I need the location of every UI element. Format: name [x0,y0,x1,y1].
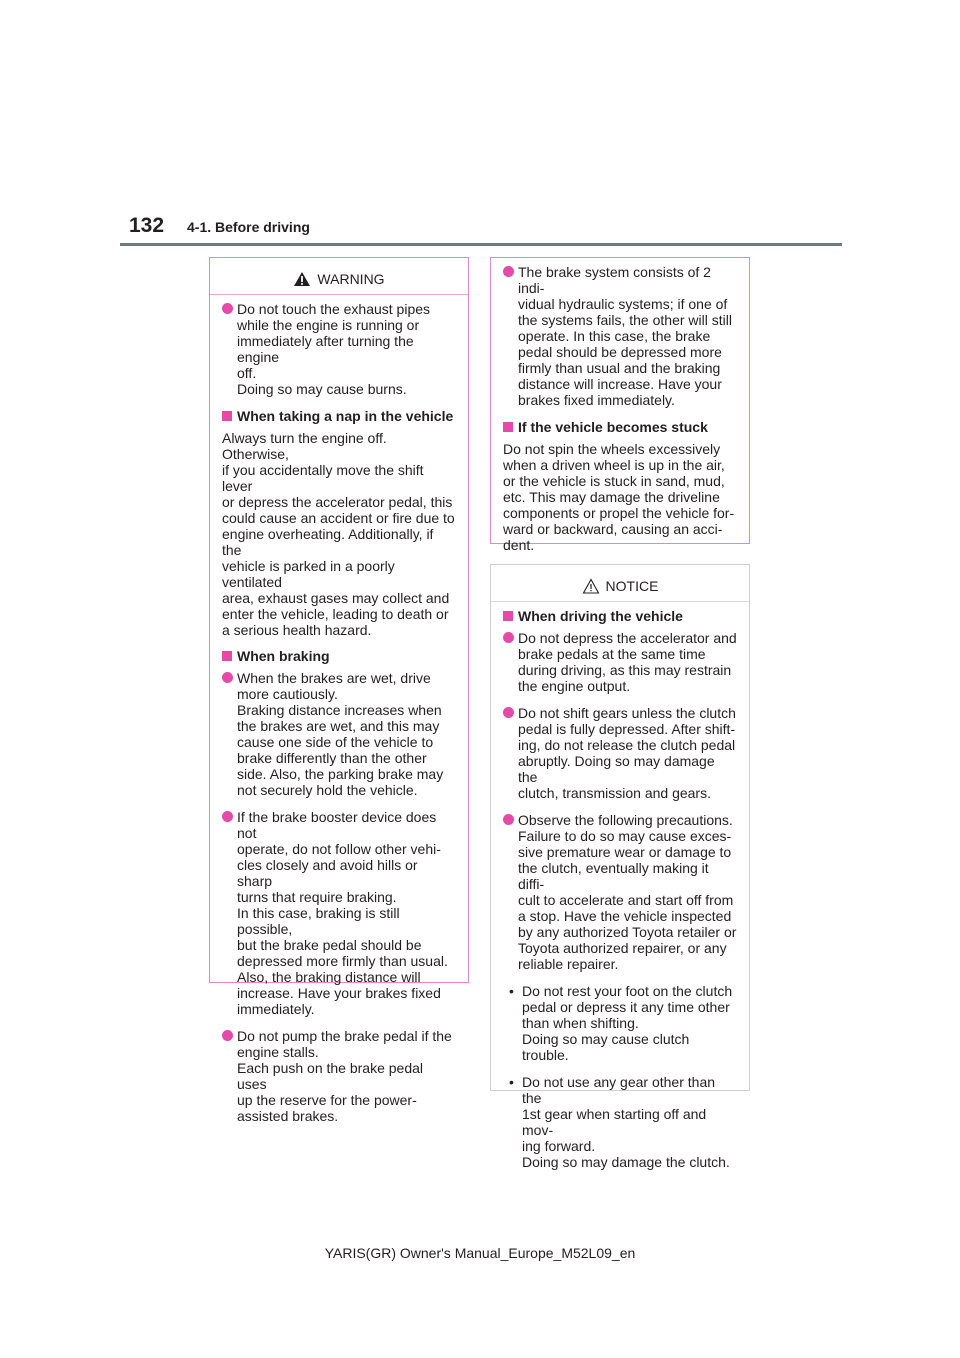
sub-list-item-text: Do not use any gear other than the 1st gear when starting off and mov- ing forward. Doing so may damage the clutch. [522,1074,730,1170]
paragraph: Do not spin the wheels excessively when a driven wheel is up in the air, or the vehicle is stuck in sand, mud, etc. This may damage the driveline components or propel the vehicle for- ward or backward, causing an acci- dent. [503,441,735,553]
warning-header [222,264,456,294]
sub-list-item [503,1074,737,1170]
list-item [222,301,456,397]
warning-triangle-icon [293,271,311,287]
footer-text: YARIS(GR) Owner's Manual_Europe_M52L09_en [324,1245,636,1261]
page-number: 132 [129,214,165,237]
warning-box [209,257,469,1124]
warning-continued-box [490,257,750,553]
square-bullet-icon [503,611,513,621]
list-item-text: Do not shift gears unless the clutch pedal is fully depressed. After shift- ing, do not release the clutch pedal abruptly. Doing so may damage the clutch, transmission and gears. [518,705,736,801]
list-item [222,670,456,798]
list-item-text: Observe the following precautions. Failure to do so may cause exces- sive premature wear or damage to the clutch, eventually making it diffi- cult to accelerate and start off from a stop. Have the vehicle inspected by any authorized Toyota retailer or Toyota authorized repairer, or any reliable repairer. [518,812,737,972]
paragraph: Always turn the engine off. Otherwise, if you accidentally move the shift lever or depress the accelerator pedal, this could cause an accident or fire due to engine overheating. Additionally, if the vehicle is parked in a poorly ventilated area, exhaust gases may collect and enter the vehicle, leading to death or a serious health hazard. [222,430,455,638]
section-heading [503,419,737,435]
square-bullet-icon [503,422,513,432]
section-heading [222,648,456,664]
bullet-dot-icon [503,632,514,643]
notice-triangle-icon [582,578,600,594]
bullet-dot-icon [222,1030,233,1041]
bullet-dot-icon [222,672,233,683]
section-heading [503,608,737,624]
section-heading [222,408,456,424]
square-bullet-icon [222,651,232,661]
list-item-text: When the brakes are wet, drive more cautiously. Braking distance increases when the brakes are wet, and this may cause one side of the vehicle to brake differently than the other side. Also, the parking brake may not securely hold the vehicle. [237,670,444,798]
bullet-dot-icon [503,707,514,718]
bullet-mark: • [509,983,514,999]
square-bullet-icon [222,411,232,421]
list-item-text: The brake system consists of 2 indi- vidual hydraulic systems; if one of the systems fails, the other will still operate. In this case, the brake pedal should be depressed more firmly than usual and the braking distance will increase. Have your brakes fixed immediately. [518,264,732,408]
sub-list-item-text: Do not rest your foot on the clutch pedal or depress it any time other than when shifting. Doing so may cause clutch trouble. [522,983,733,1063]
list-item-text: Do not pump the brake pedal if the engine stalls. Each push on the brake pedal uses up the reserve for the power- assisted brakes. [237,1028,452,1124]
notice-header [503,571,737,601]
bullet-dot-icon [222,811,233,822]
notice-separator [491,601,749,602]
list-item [503,630,737,694]
list-item-text: Do not depress the accelerator and brake pedals at the same time during driving, as this may restrain the engine output. [518,630,737,694]
list-item [222,1028,456,1124]
list-item [503,264,737,408]
heading-text: When taking a nap in the vehicle [237,408,454,424]
list-item-text: Do not touch the exhaust pipes while the engine is running or immediately after turning the engine off. Doing so may cause burns. [237,301,431,397]
heading-text: If the vehicle becomes stuck [518,419,708,435]
bullet-dot-icon [503,814,514,825]
bullet-dot-icon [503,266,514,277]
warning-separator [210,294,468,295]
sub-list-item [503,983,737,1063]
heading-text: When driving the vehicle [518,608,683,624]
header-rule [120,243,842,246]
notice-box [490,564,750,1170]
list-item [222,809,456,1017]
bullet-dot-icon [222,303,233,314]
list-item [503,812,737,972]
warning-title: WARNING [317,271,385,287]
heading-text: When braking [237,648,330,664]
list-item-text: If the brake booster device does not operate, do not follow other vehi- cles closely and avoid hills or sharp turns that require braking. In this case, braking is still possible, but the brake pedal should be depressed more firmly than usual. Also, the braking distance will increase. Have your brakes fixed immediately. [237,809,448,1017]
notice-title: NOTICE [605,578,659,594]
bullet-mark: • [509,1074,514,1090]
list-item [503,705,737,801]
section-title: 4-1. Before driving [187,219,310,235]
